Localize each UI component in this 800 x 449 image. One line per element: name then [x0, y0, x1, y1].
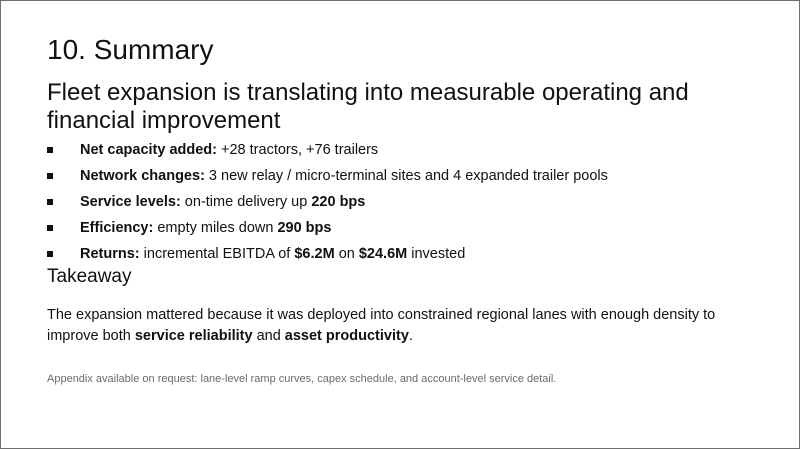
slide-title: 10. Summary	[47, 34, 214, 65]
bullet-square-icon	[47, 147, 53, 153]
bullet-text: on-time delivery up	[180, 194, 312, 210]
bullet-square-icon	[47, 225, 53, 231]
bullet-efficiency	[47, 218, 608, 244]
bullet-text: empty miles down	[153, 220, 278, 236]
summary-bullet-list	[47, 140, 608, 270]
bullet-service-levels	[47, 192, 608, 218]
bullet-network-changes	[47, 166, 608, 192]
takeaway-heading: Takeaway	[47, 266, 132, 287]
bullet-value: $6.2M	[294, 246, 335, 262]
bullet-label: Net capacity added:	[80, 142, 217, 158]
bullet-value: 290 bps	[277, 220, 332, 236]
bullet-label: Network changes:	[80, 168, 205, 184]
appendix-footnote: Appendix available on request: lane-level ramp curves, capex schedule, and account-level service detail.	[47, 373, 557, 385]
bullet-text: incremental EBITDA of	[139, 246, 295, 262]
bullet-text: invested	[407, 246, 466, 262]
bullet-square-icon	[47, 251, 53, 257]
takeaway-emphasis: service reliability	[134, 328, 253, 344]
takeaway-text: and	[252, 328, 285, 344]
bullet-label: Returns:	[80, 246, 140, 262]
takeaway-paragraph	[47, 305, 767, 347]
slide-subtitle: Fleet expansion is translating into measurable operating and financial improvement	[47, 79, 689, 134]
bullet-value: $24.6M	[358, 246, 408, 262]
takeaway-emphasis: asset productivity	[284, 328, 409, 344]
bullet-square-icon	[47, 173, 53, 179]
takeaway-text: The expansion mattered because it was deployed into constrained regional lanes with enough density to improve both	[47, 307, 716, 344]
bullet-square-icon	[47, 199, 53, 205]
bullet-net-capacity	[47, 140, 608, 166]
takeaway-text: .	[408, 328, 413, 344]
bullet-text: +28 tractors, +76 trailers	[217, 142, 379, 158]
bullet-label: Service levels:	[80, 194, 181, 210]
bullet-text: 3 new relay / micro-terminal sites and 4 expanded trailer pools	[204, 168, 608, 184]
bullet-label: Efficiency:	[80, 220, 154, 236]
bullet-text: on	[334, 246, 359, 262]
bullet-value: 220 bps	[311, 194, 366, 210]
